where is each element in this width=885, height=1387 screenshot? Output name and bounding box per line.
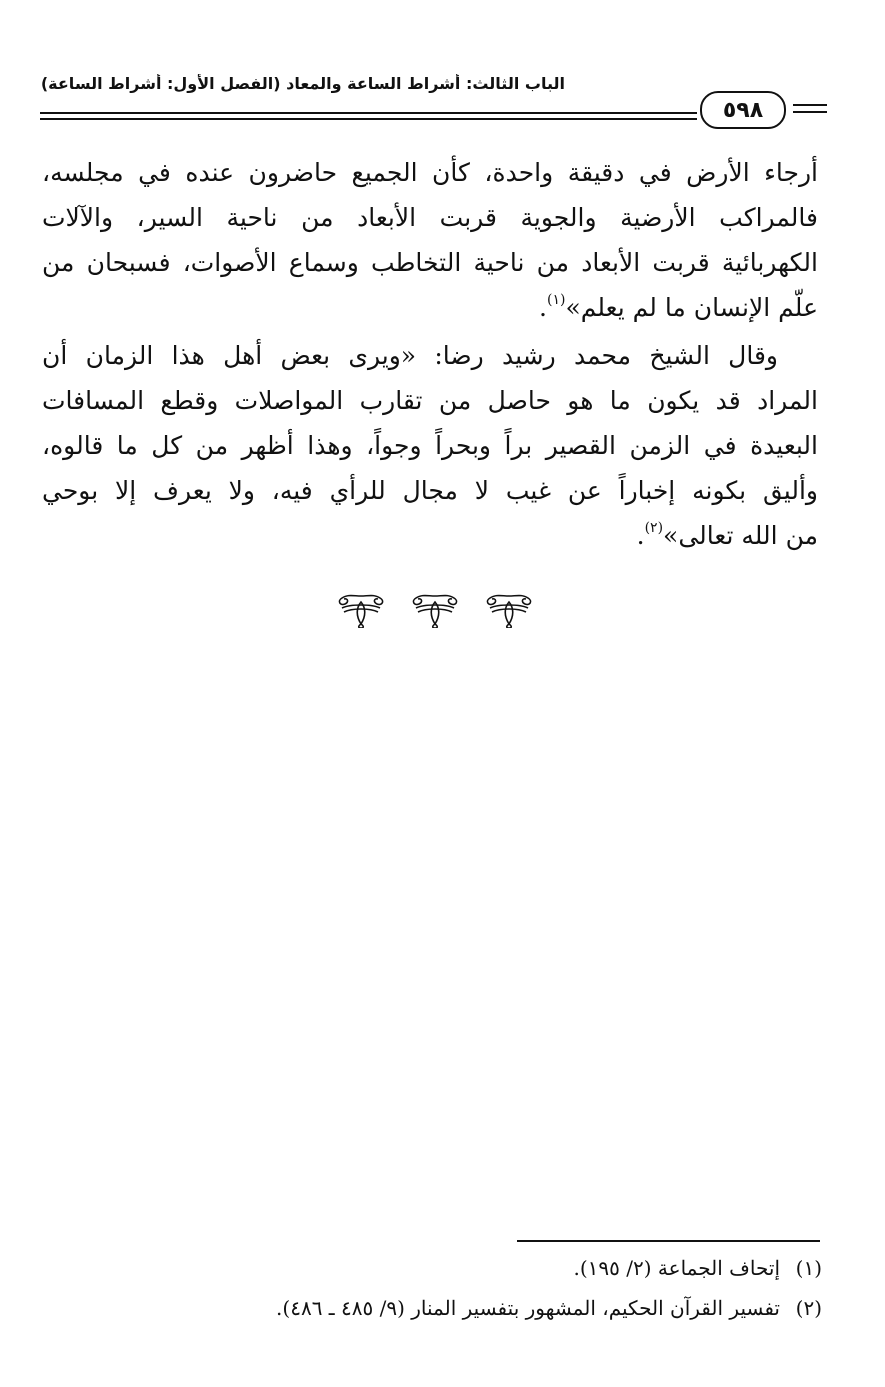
page-number-badge [700,91,786,129]
running-header-title: الباب الثالث: أشراط الساعة والمعاد (الفصل الأول: أشراط الساعة) [40,74,565,93]
sentence-end: . [636,521,645,550]
sentence-end: . [539,293,547,322]
footnote-text: تفسير القرآن الحكيم، المشهور بتفسير المنار (٩/ ٤٨٥ ـ ٤٨٦). [276,1296,780,1320]
text-line: وأليق بكونه إخباراً عن غيب لا مجال للرأي فيه، ولا يعرف إلا بوحي [42,476,818,505]
text-line [42,285,818,330]
fleuron-icon [408,592,462,628]
footnote-1 [170,1248,822,1288]
footnote-ref-2: (٢) [644,520,664,536]
footnote-separator [517,1240,820,1242]
text-line: الكهربائية قربت الأبعاد من ناحية التخاطب وسماع الأصوات، فسبحان من [42,248,818,277]
text-line: المراد قد يكون ما هو حاصل من تقارب المواصلات وقطع المسافات [42,386,818,415]
footnote-2 [170,1288,822,1328]
fleuron-icon [334,592,388,628]
paragraph-1 [42,150,818,330]
footnote-text: إتحاف الجماعة (٢/ ١٩٥). [573,1256,780,1280]
text-line [42,513,818,558]
page-number-rule-top [793,104,827,106]
text-line-content: من الله تعالى» [663,521,818,550]
text-line-content: علّم الإنسان ما لم يعلم» [565,293,818,322]
text-line: البعيدة في الزمن القصير براً وبحراً وجواً، وهذا أظهر من كل ما قالوه، [42,431,818,460]
page-number-rule-bottom [793,111,827,113]
fleuron-icon [482,592,536,628]
header-rule-bottom [40,118,697,120]
footnote-number: (١) [795,1256,822,1280]
footnote-number: (٢) [795,1296,822,1320]
text-line: فالمراكب الأرضية والجوية قربت الأبعاد من ناحية السير، والآلات [42,203,818,232]
section-divider-ornaments [0,592,885,628]
text-line: أرجاء الأرض في دقيقة واحدة، كأن الجميع حاضرون عنده في مجلسه، [42,158,818,187]
text-line: وقال الشيخ محمد رشيد رضا: «ويرى بعض أهل هذا الزمان أن [42,341,778,370]
footnote-ref-1: (١) [546,292,566,308]
paragraph-2 [42,333,818,558]
footnotes [170,1248,822,1328]
page-number: ٥٩٨ [722,97,764,123]
header-rule-top [40,112,697,114]
